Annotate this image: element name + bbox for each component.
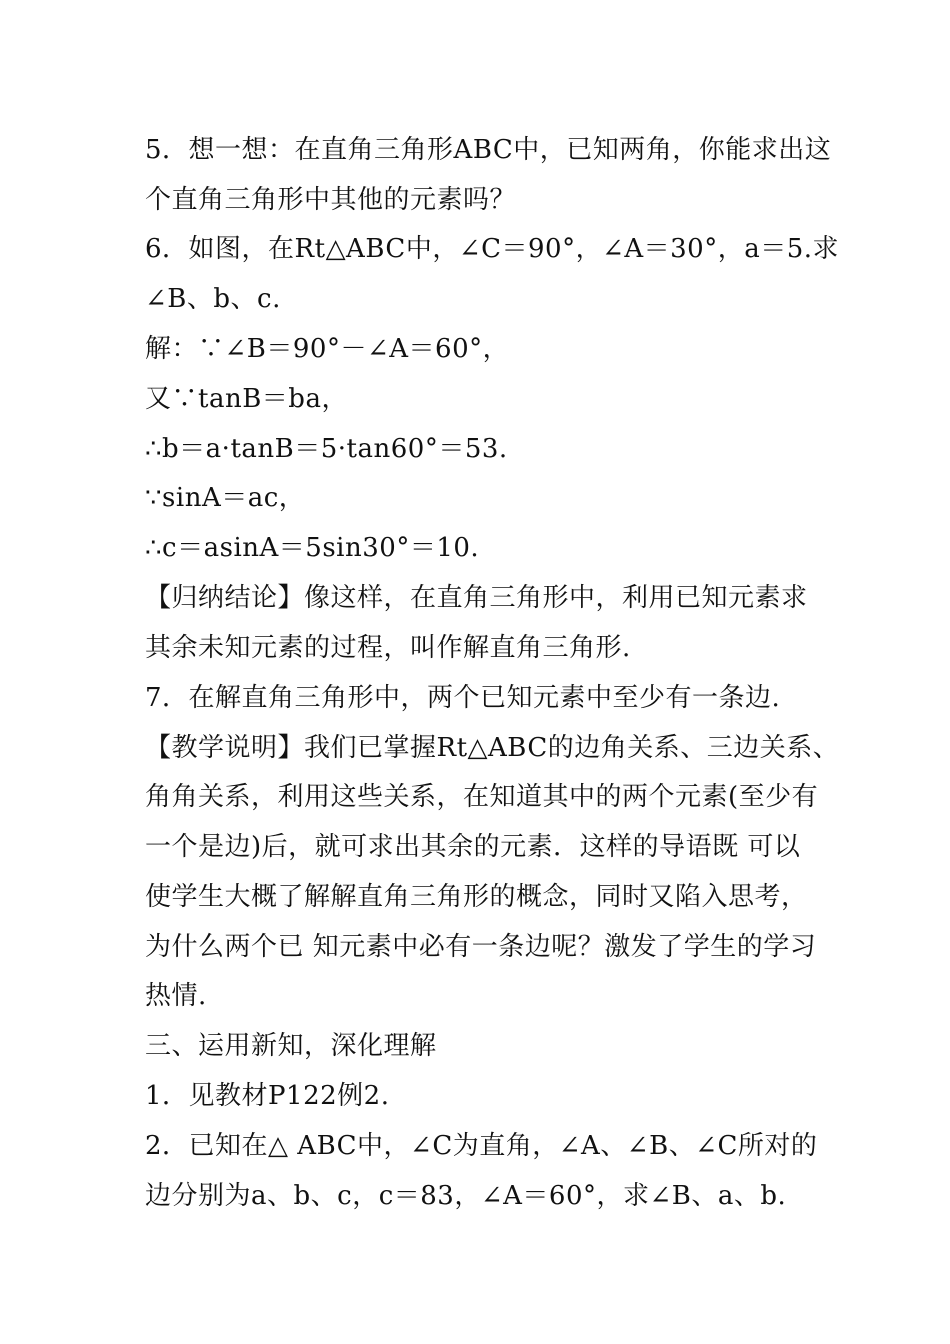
text-line: ∵sinA＝ac， (145, 483, 306, 513)
text-line: 又∵tanB＝ba， (145, 384, 348, 414)
text-line: 边分别为a、b、c，c＝83，∠A＝60°，求∠B、a、b. (145, 1181, 787, 1211)
text-line: ∠B、b、c. (145, 284, 281, 314)
text-line: ∴c＝asinA＝5sin30°＝10. (145, 533, 480, 563)
text-line: 其余未知元素的过程，叫作解直角三角形. (145, 633, 631, 663)
text-line: 个直角三角形中其他的元素吗？ (145, 185, 517, 215)
text-line: ∴b＝a·tanB＝5·tan60°＝53. (145, 434, 508, 464)
section-heading: 三、运用新知，深化理解 (145, 1031, 437, 1061)
text-line: 【教学说明】我们已掌握Rt△ABC的边角关系、三边关系、 (145, 733, 840, 763)
text-line: 5．想一想：在直角三角形ABC中，已知两角，你能求出这 (145, 135, 832, 165)
text-line: 2．已知在△ ABC中，∠C为直角，∠A、∠B、∠C所对的 (145, 1131, 818, 1161)
text-line: 热情. (145, 981, 207, 1011)
text-line: 为什么两个已 知元素中必有一条边呢？激发了学生的学习 (145, 932, 817, 962)
text-line: 一个是边)后，就可求出其余的元素．这样的导语既 可以 (145, 832, 801, 862)
text-line: 【归纳结论】像这样，在直角三角形中，利用已知元素求 (145, 583, 808, 613)
text-line: 7．在解直角三角形中，两个已知元素中至少有一条边. (145, 683, 781, 713)
text-line: 角角关系，利用这些关系，在知道其中的两个元素(至少有 (145, 782, 819, 812)
text-line: 解：∵∠B＝90°－∠A＝60°， (145, 334, 510, 364)
text-line: 6．如图，在Rt△ABC中，∠C＝90°，∠A＝30°，a＝5.求 (145, 234, 840, 264)
text-line: 1．见教材P122例2. (145, 1081, 390, 1111)
text-line: 使学生大概了解解直角三角形的概念，同时又陷入思考， (145, 882, 808, 912)
